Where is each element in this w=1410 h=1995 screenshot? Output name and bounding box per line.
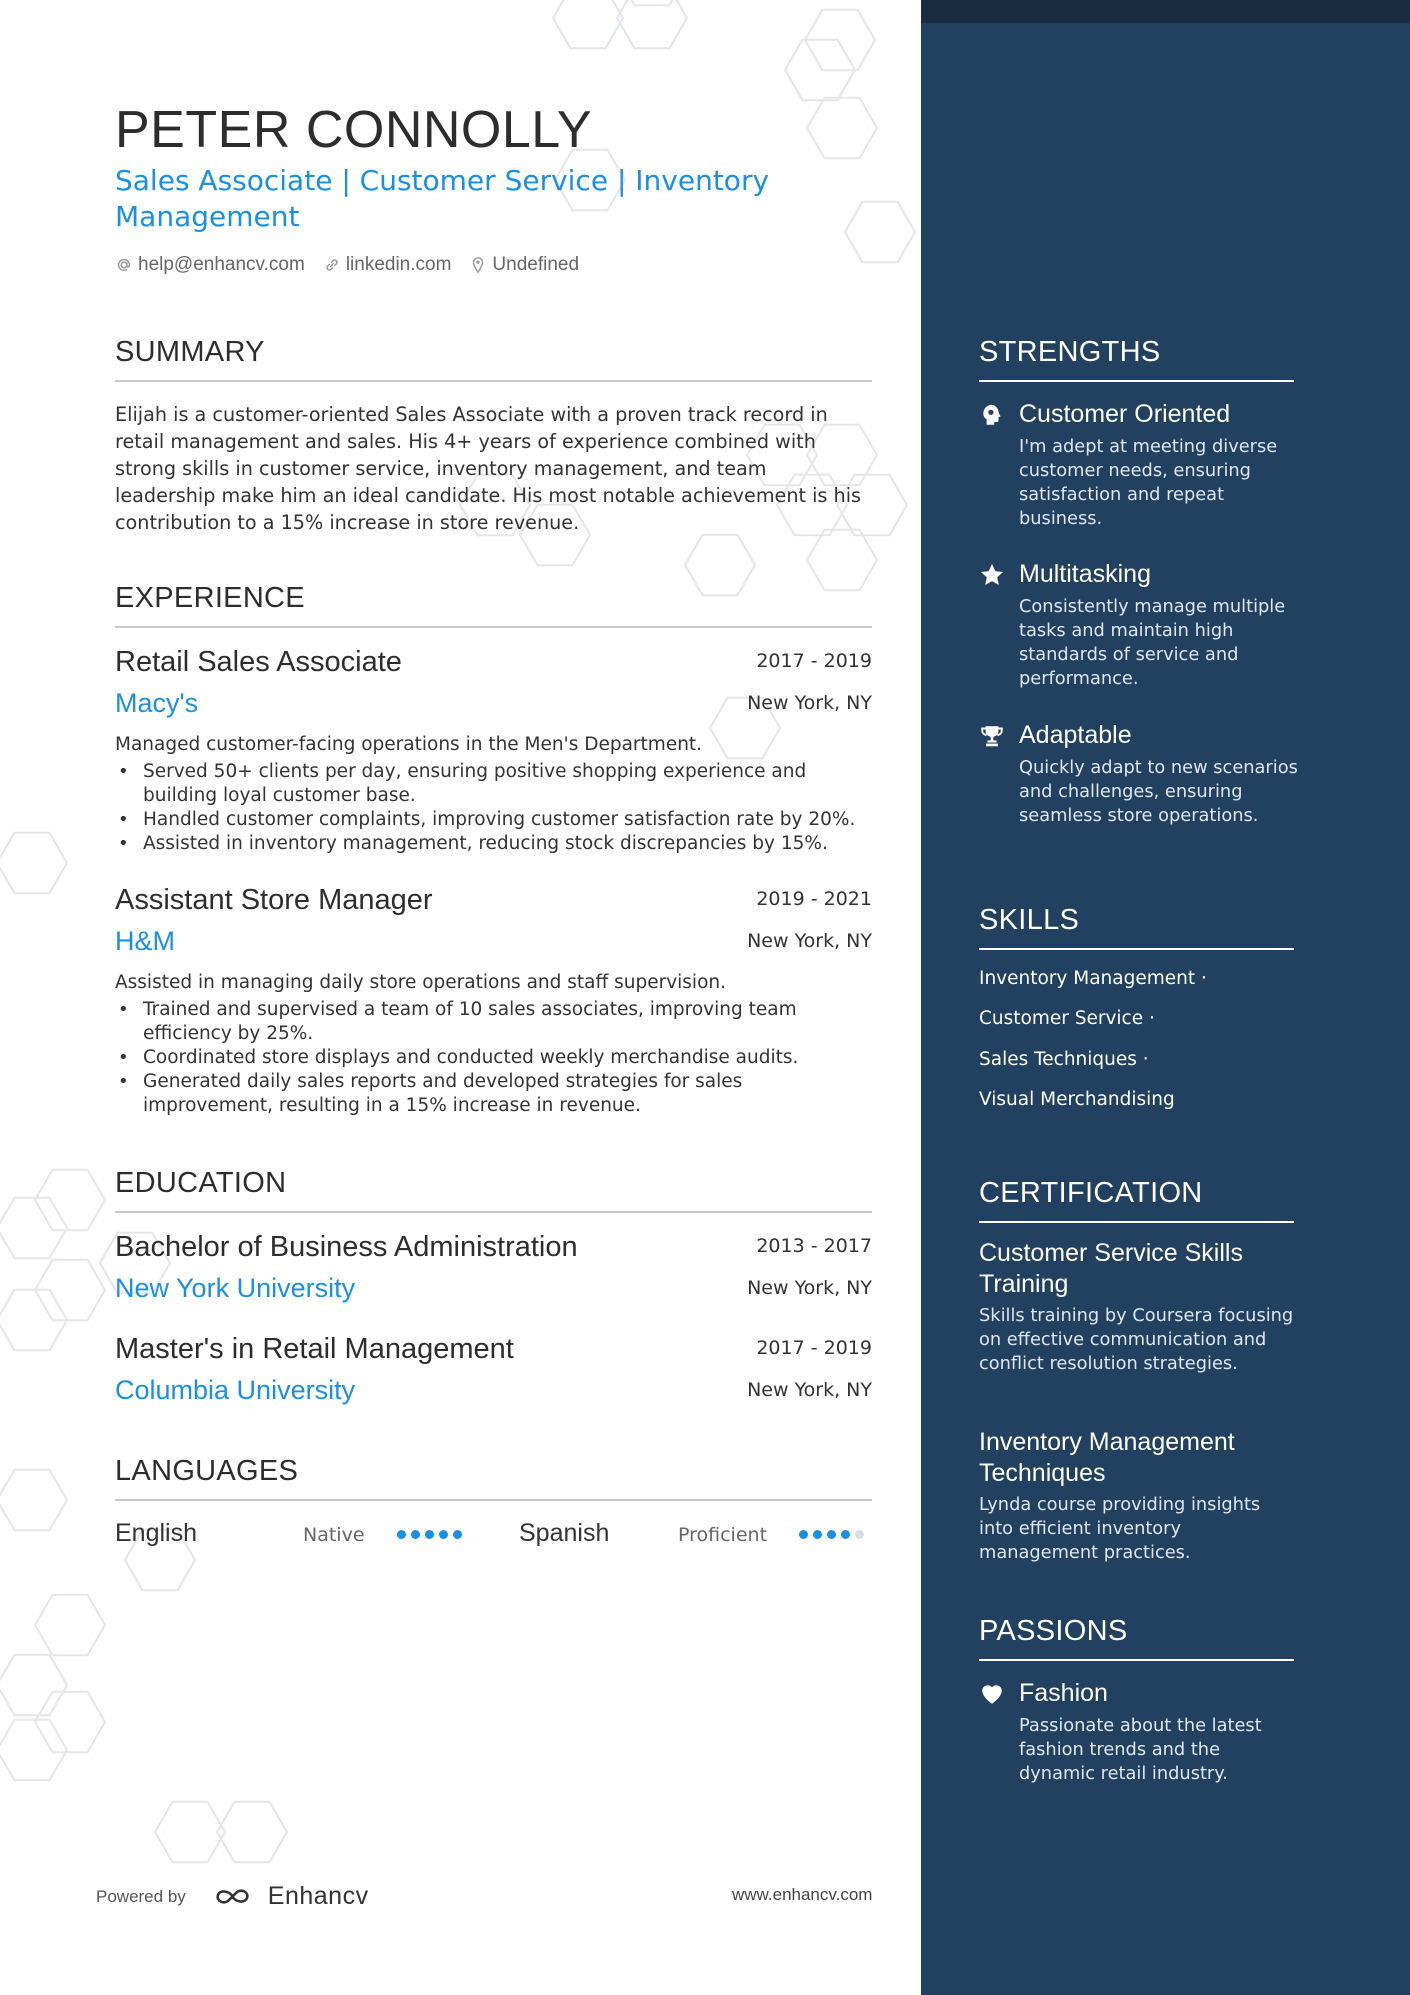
job-dates: 2019 - 2021	[756, 888, 872, 910]
job-bullets	[115, 998, 872, 1118]
job-bullets	[115, 760, 872, 856]
linkedin-text: linkedin.com	[345, 254, 452, 275]
languages-row	[115, 1519, 872, 1553]
language-level: Native	[303, 1524, 365, 1546]
enhancv-logo[interactable]	[212, 1882, 369, 1911]
hexagon-decoration	[35, 1260, 105, 1321]
job-description: Assisted in managing daily store operations and staff supervision.	[115, 972, 726, 993]
hexagon-decoration	[0, 1198, 67, 1259]
headline: Sales Associate | Customer Service | Inventory Management	[115, 164, 770, 233]
email-text: help@enhancv.com	[138, 254, 305, 275]
strength-description: Quickly adapt to new scenarios and challenges, ensuring seamless store operations.	[1019, 757, 1298, 826]
certification-item	[979, 1238, 1294, 1376]
powered-by-label: Powered by	[96, 1886, 186, 1906]
passion-item	[979, 1679, 1299, 1786]
job-title: Assistant Store Manager	[115, 884, 433, 916]
hexagon-decoration	[617, 0, 687, 5]
footer-url[interactable]: www.enhancv.com	[732, 1885, 873, 1904]
hexagon-decoration	[553, 0, 623, 48]
education-entry	[115, 1333, 872, 1413]
star-icon	[979, 562, 1005, 588]
enhancv-logo-icon	[212, 1885, 258, 1909]
contact-bar	[115, 254, 579, 276]
job-description: Managed customer-facing operations in the Men's Department.	[115, 734, 703, 755]
skill-item: Visual Merchandising	[979, 1089, 1175, 1110]
strength-description: I'm adept at meeting diverse customer needs, ensuring satisfaction and repeat business.	[1019, 436, 1278, 529]
passion-description: Passionate about the latest fashion trends and the dynamic retail industry.	[1019, 1715, 1262, 1784]
strength-item	[979, 400, 1299, 531]
proficiency-dot-filled	[439, 1530, 448, 1539]
proficiency-dot-empty	[855, 1530, 864, 1539]
proficiency-dot-filled	[411, 1530, 420, 1539]
job-location: New York, NY	[747, 930, 872, 952]
education-dates: 2017 - 2019	[756, 1337, 872, 1359]
hexagon-decoration	[785, 40, 855, 101]
degree-title: Master's in Retail Management	[115, 1333, 514, 1365]
proficiency-dot-filled	[425, 1530, 434, 1539]
hexagon-decoration	[807, 98, 877, 159]
strength-title: Adaptable	[1019, 721, 1132, 749]
bullet-item: • Served 50+ clients per day, ensuring positive shopping experience and building loyal customer base.	[115, 760, 872, 808]
hexagon-decoration	[805, 10, 875, 71]
bullet-item: • Trained and supervised a team of 10 sales associates, improving team efficiency by 25%.	[115, 998, 872, 1046]
candidate-name: PETER CONNOLLY	[115, 101, 593, 159]
trophy-icon	[979, 723, 1005, 749]
strength-item	[979, 721, 1299, 828]
bullet-item: • Handled customer complaints, improving customer satisfaction rate by 20%.	[115, 808, 872, 832]
proficiency-dot-filled	[841, 1530, 850, 1539]
hexagon-decoration	[0, 1470, 67, 1531]
experience-heading: EXPERIENCE	[115, 582, 872, 628]
education-heading: EDUCATION	[115, 1167, 872, 1213]
contact-email[interactable]	[115, 254, 305, 276]
hexagon-decoration	[35, 1170, 105, 1231]
certification-description: Skills training by Coursera focusing on effective communication and conflict resolution strategies.	[979, 1305, 1294, 1374]
skill-item: Customer Service ·	[979, 1008, 1155, 1029]
passion-title: Fashion	[1019, 1679, 1108, 1707]
hexagon-decoration	[217, 1802, 287, 1863]
hexagon-decoration	[35, 1595, 105, 1656]
strengths-heading: STRENGTHS	[979, 336, 1294, 382]
skill-item: Sales Techniques ·	[979, 1049, 1149, 1070]
language-proficiency-dots	[799, 1530, 864, 1539]
bullet-item: • Assisted in inventory management, reducing stock discrepancies by 15%.	[115, 832, 872, 856]
brand-name: Enhancv	[267, 1882, 369, 1910]
languages-heading: LANGUAGES	[115, 1455, 872, 1501]
strength-item	[979, 560, 1299, 691]
certification-description: Lynda course providing insights into efficient inventory management practices.	[979, 1494, 1261, 1563]
job-title: Retail Sales Associate	[115, 646, 402, 678]
job-dates: 2017 - 2019	[756, 650, 872, 672]
proficiency-dot-filled	[827, 1530, 836, 1539]
proficiency-dot-filled	[453, 1530, 462, 1539]
school-name: Columbia University	[115, 1375, 356, 1405]
hexagon-decoration	[155, 1802, 225, 1863]
strength-title: Multitasking	[1019, 560, 1151, 588]
head-icon	[979, 402, 1005, 428]
passions-heading: PASSIONS	[979, 1615, 1294, 1661]
link-icon	[323, 256, 341, 274]
strength-description: Consistently manage multiple tasks and maintain high standards of service and performance.	[1019, 596, 1286, 689]
hexagon-decoration	[0, 1720, 67, 1781]
at-icon	[115, 256, 133, 274]
summary-text: Elijah is a customer-oriented Sales Associate with a proven track record in retail management and sales. His 4+ years of experience combined with strong skills in customer service, inventory management, and team leadership make him an ideal candidate. His most notable achievement is his contribution to a 15% increase in store revenue.	[115, 403, 862, 534]
proficiency-dot-filled	[813, 1530, 822, 1539]
bullet-item: • Coordinated store displays and conducted weekly merchandise audits.	[115, 1046, 872, 1070]
language-proficiency-dots	[397, 1530, 462, 1539]
bullet-item: • Generated daily sales reports and developed strategies for sales improvement, resulting in a 15% increase in revenue.	[115, 1070, 872, 1118]
certification-heading: CERTIFICATION	[979, 1177, 1294, 1223]
certification-title: Customer Service Skills Training	[979, 1239, 1243, 1298]
school-name: New York University	[115, 1273, 356, 1303]
school-location: New York, NY	[747, 1379, 872, 1401]
summary-heading: SUMMARY	[115, 336, 872, 382]
education-entry	[115, 1231, 872, 1311]
hexagon-decoration	[0, 833, 67, 894]
degree-title: Bachelor of Business Administration	[115, 1231, 578, 1263]
job-location: New York, NY	[747, 692, 872, 714]
hexagon-decoration	[35, 1692, 105, 1753]
certification-item	[979, 1427, 1294, 1565]
sidebar-top-bar	[921, 0, 1410, 23]
company-name: Macy's	[115, 688, 199, 718]
contact-linkedin[interactable]	[323, 254, 452, 276]
heart-icon	[979, 1681, 1005, 1707]
skill-item: Inventory Management ·	[979, 968, 1207, 989]
contact-location	[469, 254, 579, 276]
skills-heading: SKILLS	[979, 904, 1294, 950]
language-name: Spanish	[519, 1519, 610, 1547]
education-dates: 2013 - 2017	[756, 1235, 872, 1257]
sidebar	[921, 0, 1410, 1995]
hexagon-decoration	[0, 1655, 67, 1716]
location-text: Undefined	[492, 254, 580, 275]
certification-title: Inventory Management Techniques	[979, 1428, 1235, 1487]
language-name: English	[115, 1519, 197, 1547]
proficiency-dot-filled	[799, 1530, 808, 1539]
language-level: Proficient	[678, 1524, 768, 1546]
school-location: New York, NY	[747, 1277, 872, 1299]
location-pin-icon	[469, 256, 487, 274]
proficiency-dot-filled	[397, 1530, 406, 1539]
strength-title: Customer Oriented	[1019, 400, 1231, 428]
company-name: H&M	[115, 926, 175, 956]
hexagon-decoration	[617, 0, 687, 48]
hexagon-decoration	[0, 1290, 67, 1351]
footer-branding	[96, 1882, 369, 1911]
hexagon-decoration	[845, 202, 915, 263]
